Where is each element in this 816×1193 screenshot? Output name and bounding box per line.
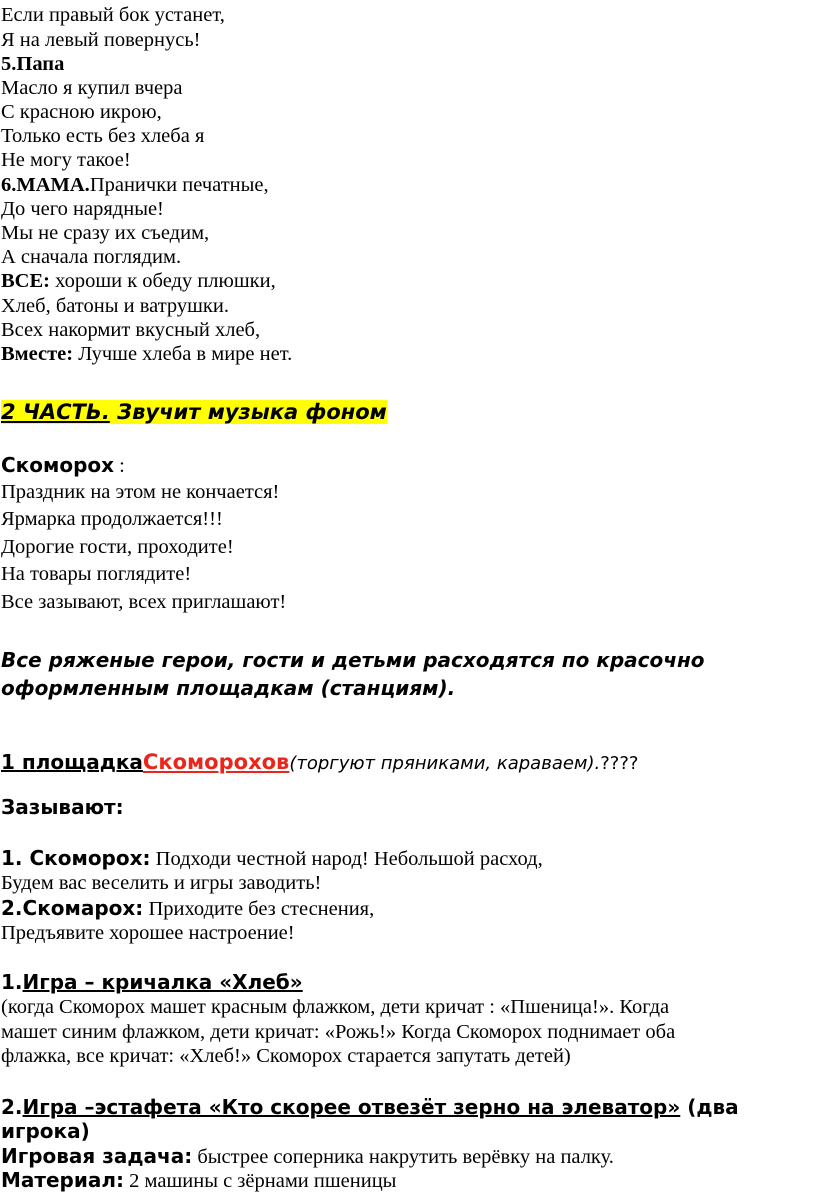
- game-1-number: 1.: [1, 970, 23, 994]
- poem-line: С красною икрою,: [1, 101, 162, 123]
- stations-note-line: Все ряженые герои, гости и детьми расходятся по красочно: [1, 648, 705, 672]
- vse-text: хороши к обеду плюшки,: [49, 270, 276, 292]
- speaker-mama: 6.МАМА.: [1, 174, 90, 196]
- game-1-heading: [1, 970, 303, 994]
- part-2-heading: [1, 399, 387, 425]
- poem-line: А сначала поглядим.: [1, 246, 182, 268]
- poem-line: До чего нарядные!: [1, 198, 164, 220]
- game-2-material-label: Материал:: [1, 1168, 125, 1192]
- poem-line: Мы не сразу их съедим,: [1, 222, 210, 244]
- vmeste-text: Лучше хлеба в мире нет.: [73, 343, 293, 365]
- mama-line: [1, 173, 269, 197]
- vse-line: [1, 269, 276, 293]
- call-line: Будем вас веселить и игры заводить!: [1, 872, 322, 894]
- game-2-heading-cont: игрока): [1, 1119, 90, 1143]
- call-line: [1, 846, 543, 870]
- call-line: [1, 896, 374, 920]
- area-1-marks: ????: [600, 753, 639, 774]
- call-1-text: Подходи честной народ! Небольшой расход,: [150, 848, 543, 870]
- game-2-suffix: (два: [680, 1095, 739, 1119]
- game-2-title: Игра –эстафета «Кто скорее отвезёт зерно на элеватор»: [22, 1095, 681, 1119]
- area-1-name: Скоморохов: [142, 750, 290, 774]
- stations-note-line: оформленным площадкам (станциям).: [1, 676, 456, 700]
- zazyvayut-heading: Зазывают:: [1, 795, 124, 819]
- call-line: Предъявите хорошее настроение!: [1, 922, 295, 944]
- game-2-number: 2.: [1, 1095, 23, 1119]
- part-2-title: Звучит музыка фоном: [109, 400, 387, 424]
- skomorokh-heading: [1, 453, 125, 477]
- skomorokh-colon: :: [114, 455, 125, 477]
- skomorokh-line: Ярмарка продолжается!!!: [1, 508, 223, 530]
- area-1-label: 1 площадка: [1, 750, 143, 774]
- game-2-task-text: быстрее соперника накрутить верёвку на палку.: [192, 1146, 614, 1168]
- poem-line: Всех накормит вкусный хлеб,: [1, 319, 261, 341]
- call-2-text: Приходите без стеснения,: [143, 898, 375, 920]
- speaker-papa: 5.Папа: [1, 53, 65, 75]
- skomorokh-line: Все зазывают, всех приглашают!: [1, 591, 287, 613]
- game-2-material: [1, 1168, 396, 1192]
- skomorokh-line: На товары поглядите!: [1, 563, 192, 585]
- skomorokh-line: Дорогие гости, проходите!: [1, 536, 234, 558]
- game-2-task: [1, 1144, 614, 1168]
- call-1-label: 1. Скоморох:: [1, 846, 151, 870]
- game-1-description: флажка, все кричат: «Хлеб!» Скоморох старается запутать детей): [1, 1045, 571, 1067]
- skomorokh-label: Скоморох: [1, 453, 115, 477]
- game-1-title: Игра – кричалка «Хлеб»: [22, 970, 303, 994]
- vmeste-line: [1, 342, 292, 366]
- poem-line: Если правый бок устанет,: [1, 4, 225, 26]
- poem-line: Хлеб, батоны и ватрушки.: [1, 295, 229, 317]
- game-2-task-label: Игровая задача:: [1, 1144, 193, 1168]
- game-2-material-text: 2 машины с зёрнами пшеницы: [124, 1170, 397, 1192]
- poem-line: Я на левый повернусь!: [1, 29, 201, 51]
- part-2-highlight: [1, 400, 387, 424]
- speaker-vse: ВСЕ:: [1, 270, 50, 292]
- poem-line: Масло я купил вчера: [1, 77, 183, 99]
- skomorokh-line: Праздник на этом не кончается!: [1, 481, 280, 503]
- game-1-description: (когда Скоморох машет красным флажком, дети кричат : «Пшеница!». Когда: [1, 996, 670, 1018]
- poem-line: Не могу такое!: [1, 149, 131, 171]
- mama-text: Пранички печатные,: [89, 174, 269, 196]
- area-1-heading: [1, 748, 638, 776]
- part-2-label: 2 ЧАСТЬ.: [1, 400, 110, 424]
- game-1-description: машет синим флажком, дети кричат: «Рожь!» Когда Скоморох поднимает оба: [1, 1021, 676, 1043]
- poem-line: Только есть без хлеба я: [1, 125, 205, 147]
- area-1-note: (торгуют пряниками, караваем).: [289, 753, 601, 774]
- call-2-label: 2.Скомарох:: [1, 896, 144, 920]
- speaker-vmeste: Вместе:: [1, 343, 74, 365]
- game-2-heading: [1, 1095, 739, 1119]
